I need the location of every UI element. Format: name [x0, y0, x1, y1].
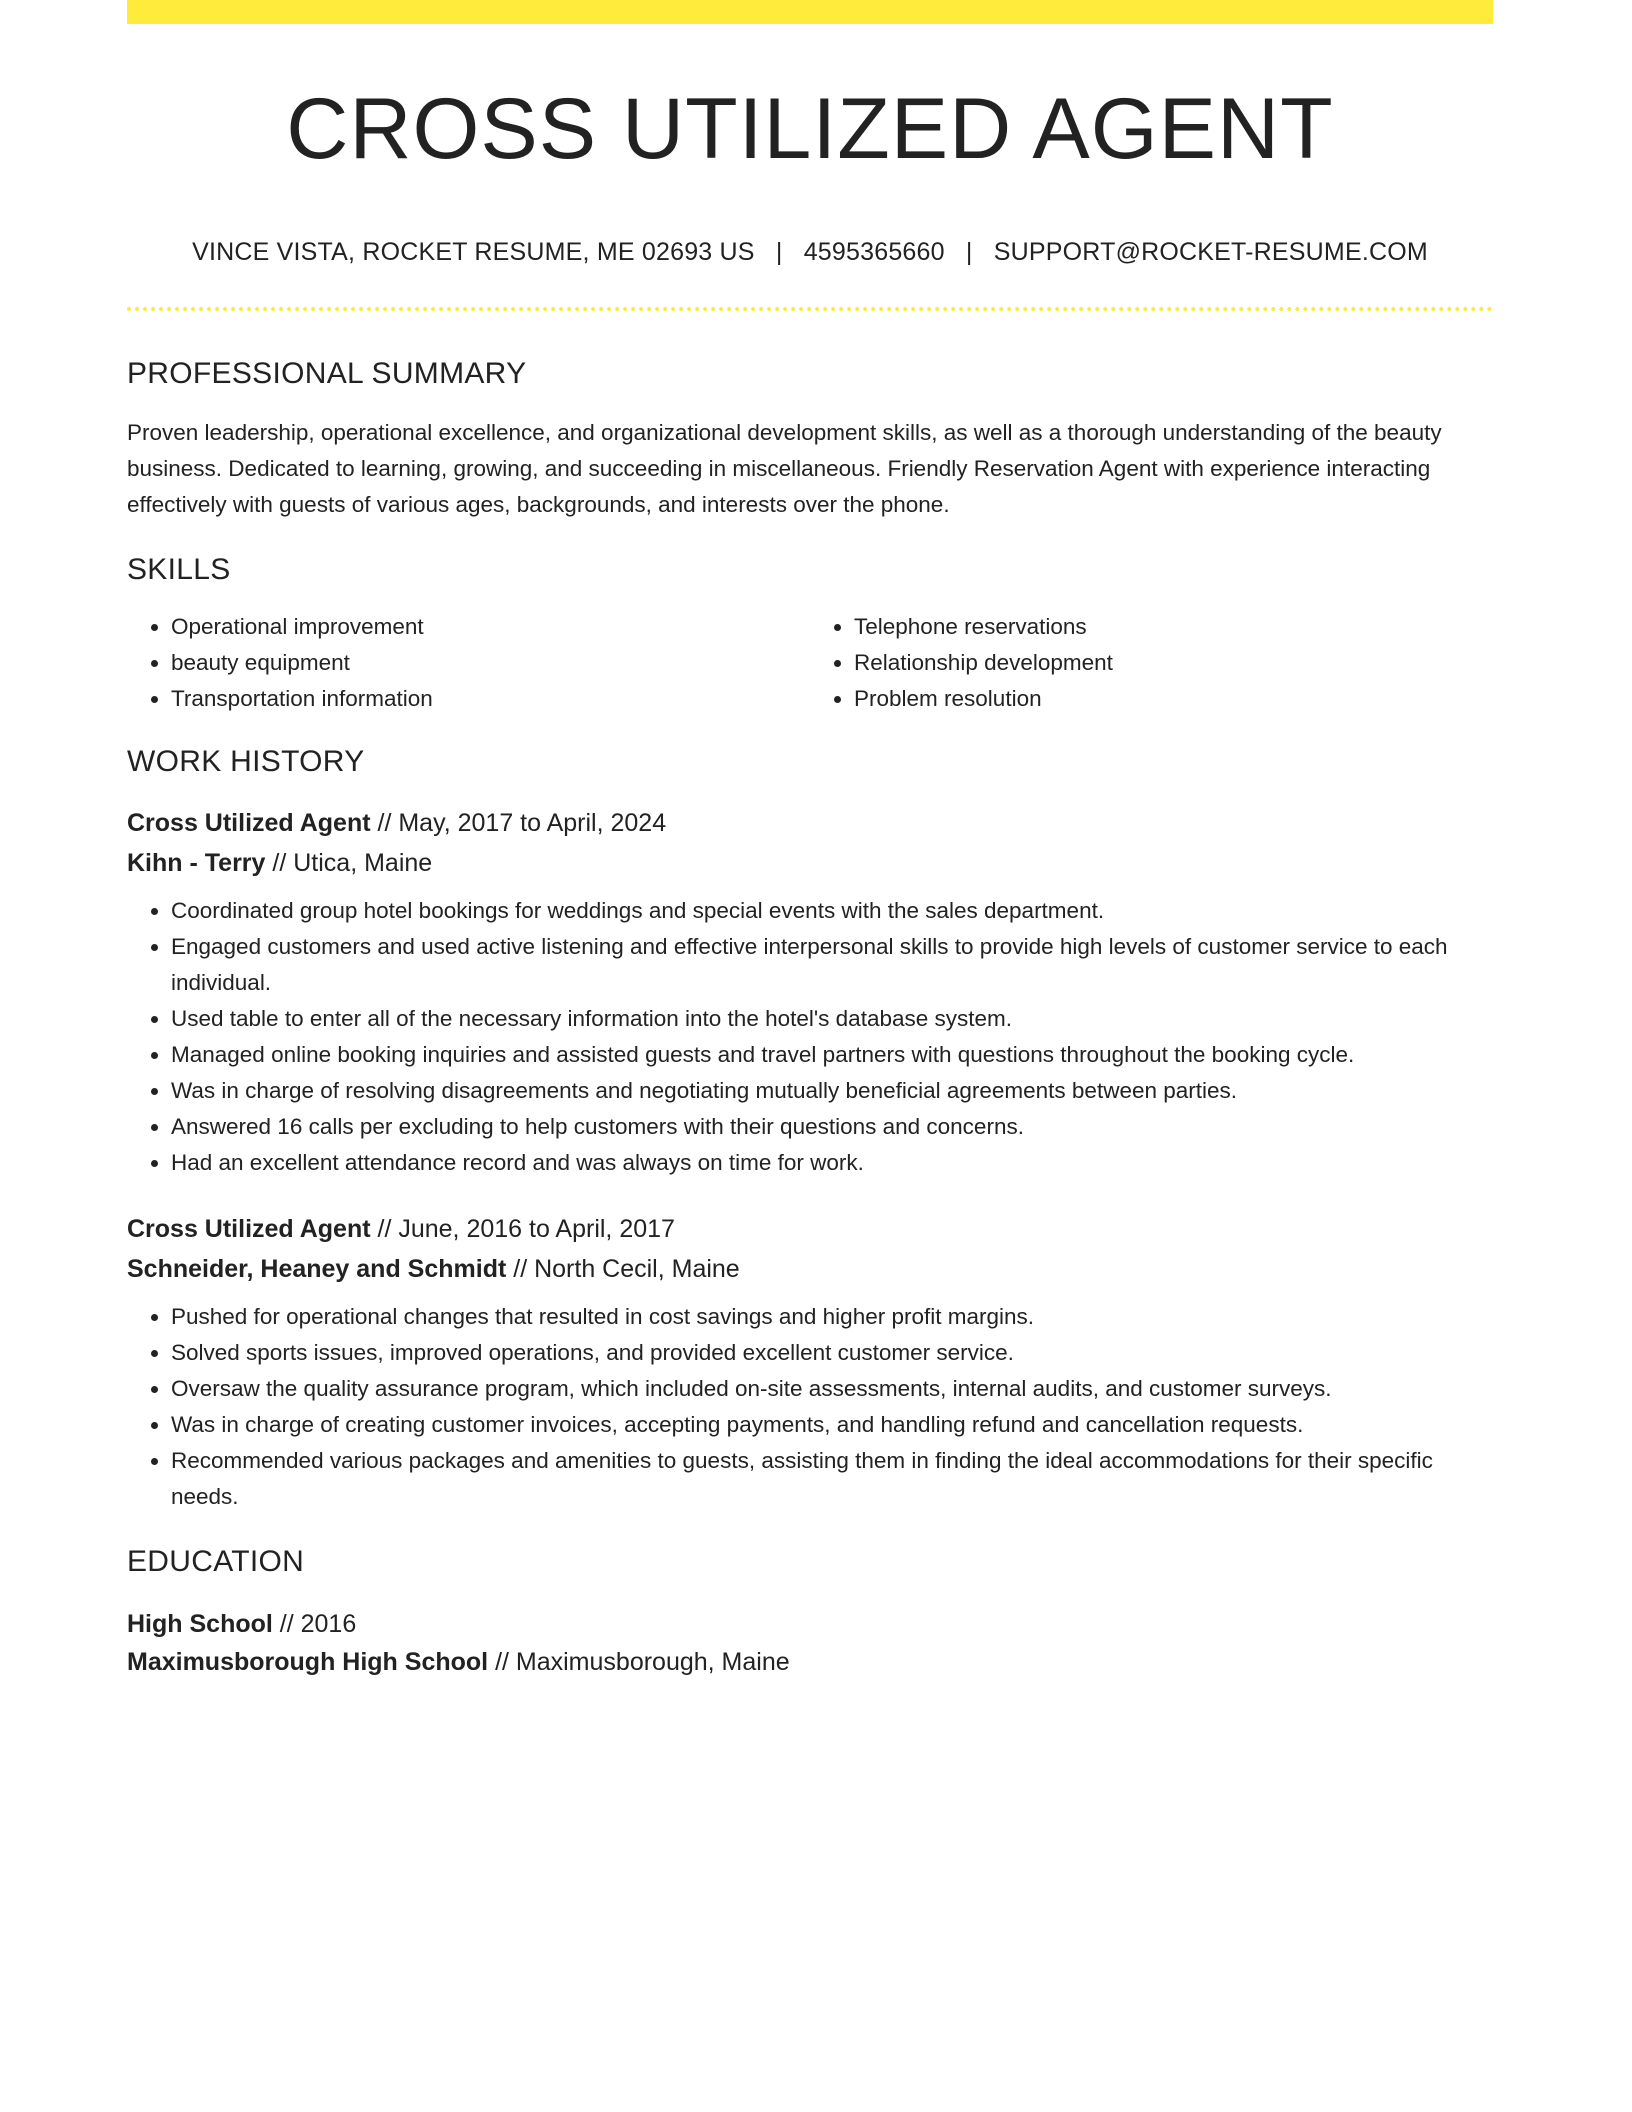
- contact-address: VINCE VISTA, ROCKET RESUME, ME 02693 US: [192, 238, 755, 266]
- job-company: Kihn - Terry: [127, 849, 266, 877]
- job-bullet: • Answered 16 calls per excluding to help customers with their questions and concerns.: [171, 1109, 1493, 1145]
- job-location: // North Cecil, Maine: [513, 1255, 740, 1283]
- job-company-line: [127, 843, 1493, 883]
- education-degree: High School: [127, 1610, 273, 1638]
- job-bullet: • Had an excellent attendance record and was always on time for work.: [171, 1145, 1493, 1181]
- contact-line: [127, 238, 1493, 267]
- job-bullet: • Was in charge of resolving disagreements and negotiating mutually beneficial agreements between parties.: [171, 1073, 1493, 1109]
- summary-text: Proven leadership, operational excellence, and organizational development skills, as well as a thorough understanding of the beauty business. Dedicated to learning, growing, and succeeding in miscellaneous. Friendly Reservation Agent with experience interacting effectively with guests of various ages, backgrounds, and interests over the phone.: [127, 420, 1442, 517]
- job-bullet: • Used table to enter all of the necessary information into the hotel's database system.: [171, 1001, 1493, 1037]
- accent-top-bar: [127, 0, 1493, 24]
- job-bullet-list: [127, 1299, 1493, 1515]
- dotted-divider: [127, 307, 1493, 311]
- job-bullet: • Recommended various packages and amenities to guests, assisting them in finding the ideal accommodations for their specific needs.: [171, 1443, 1493, 1515]
- skills-column-left: [127, 609, 810, 717]
- job-dates: // June, 2016 to April, 2017: [377, 1215, 675, 1243]
- work-history-heading: WORK HISTORY: [127, 745, 365, 778]
- resume-page: [127, 0, 1493, 1681]
- contact-separator: |: [775, 238, 783, 266]
- skill-item: • Transportation information: [171, 681, 810, 717]
- contact-email: SUPPORT@ROCKET-RESUME.COM: [993, 238, 1428, 266]
- contact-phone: 4595365660: [803, 238, 945, 266]
- job-bullet: • Pushed for operational changes that resulted in cost savings and higher profit margins.: [171, 1299, 1493, 1335]
- job-bullet: • Oversaw the quality assurance program, which included on-site assessments, internal audits, and customer surveys.: [171, 1371, 1493, 1407]
- skill-item: • Relationship development: [854, 645, 1493, 681]
- education-school: Maximusborough High School: [127, 1648, 489, 1676]
- job-bullet: • Was in charge of creating customer invoices, accepting payments, and handling refund and cancellation requests.: [171, 1407, 1493, 1443]
- job-entry: [127, 1209, 1493, 1515]
- summary-heading: PROFESSIONAL SUMMARY: [127, 357, 527, 390]
- skills-list: [127, 609, 1493, 717]
- resume-name-heading: CROSS UTILIZED AGENT: [286, 81, 1334, 177]
- job-location: // Utica, Maine: [272, 849, 433, 877]
- job-company: Schneider, Heaney and Schmidt: [127, 1255, 507, 1283]
- job-bullet: • Managed online booking inquiries and assisted guests and travel partners with questions throughout the booking cycle.: [171, 1037, 1493, 1073]
- job-title-line: [127, 1209, 1493, 1249]
- education-year: // 2016: [279, 1610, 357, 1638]
- skill-item: • Telephone reservations: [854, 609, 1493, 645]
- skill-item: • Operational improvement: [171, 609, 810, 645]
- education-heading: EDUCATION: [127, 1545, 305, 1578]
- education-degree-line: [127, 1605, 1493, 1643]
- job-bullet: • Engaged customers and used active listening and effective interpersonal skills to provide high levels of customer service to each individual.: [171, 929, 1493, 1001]
- job-company-line: [127, 1249, 1493, 1289]
- skills-column-right: [810, 609, 1493, 717]
- job-title-line: [127, 803, 1493, 843]
- skills-heading: SKILLS: [127, 553, 231, 586]
- job-role: Cross Utilized Agent: [127, 1215, 371, 1243]
- job-bullet: • Coordinated group hotel bookings for weddings and special events with the sales department.: [171, 893, 1493, 929]
- skill-item: • beauty equipment: [171, 645, 810, 681]
- education-location: // Maximusborough, Maine: [495, 1648, 790, 1676]
- job-entry: [127, 803, 1493, 1181]
- job-dates: // May, 2017 to April, 2024: [377, 809, 667, 837]
- job-role: Cross Utilized Agent: [127, 809, 371, 837]
- job-bullet-list: [127, 893, 1493, 1181]
- contact-separator: |: [965, 238, 973, 266]
- job-bullet: • Solved sports issues, improved operations, and provided excellent customer service.: [171, 1335, 1493, 1371]
- skill-item: • Problem resolution: [854, 681, 1493, 717]
- education-school-line: [127, 1643, 1493, 1681]
